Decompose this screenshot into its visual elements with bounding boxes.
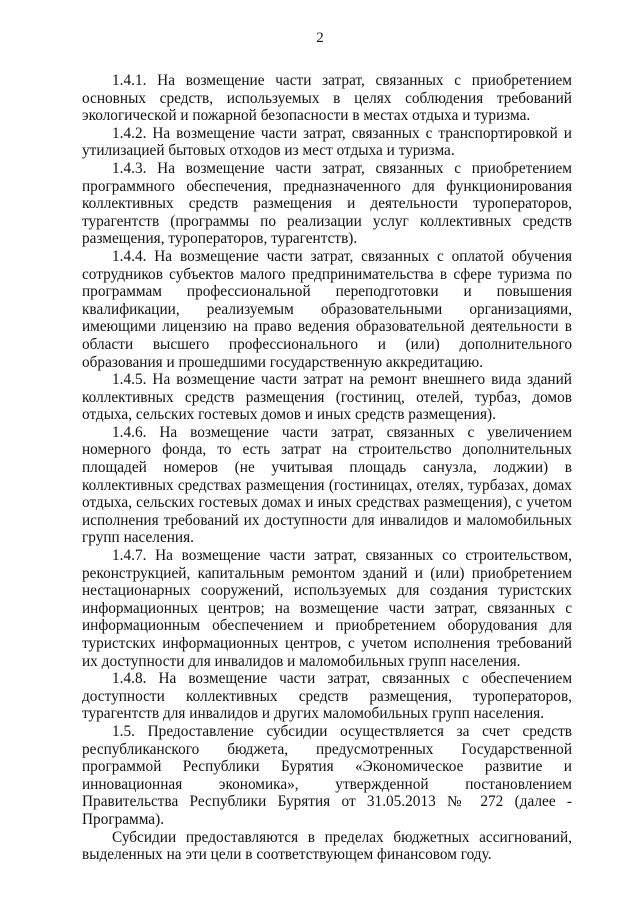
paragraph-1-4-7: 1.4.7. На возмещение части затрат, связанных со строительством, реконструкцией, капитальным ремонтом зданий и (или) приобретением нестационарных сооружений, используемых для создания туристских информационных центров; на возмещение части затрат, связанных с информационным обеспечением и приобретением оборудования для туристских информационных центров, с учетом исполнения требований их доступности для инвалидов и маломобильных групп населения.: [82, 547, 572, 670]
paragraph-1-4-3: 1.4.3. На возмещение части затрат, связанных с приобретением программного обеспечения, предназначенного для функционирования коллективных средств размещения и деятельности туроператоров, турагентств (программы по реализации услуг коллективных средств размещения, туроператоров, турагентств).: [82, 159, 572, 248]
paragraph-1-4-5: 1.4.5. На возмещение части затрат на ремонт внешнего вида зданий коллективных средств размещения (гостиниц, отелей, турбаз, домов отдыха, сельских гостевых домов и иных средств размещения).: [82, 371, 572, 424]
paragraph-1-4-4: 1.4.4. На возмещение части затрат, связанных с оплатой обучения сотрудников субъектов малого предпринимательства в сфере туризма по программам профессиональной переподготовки и повышения квалификации, реализуемым образовательными организациями, имеющими лицензию на право ведения образовательной деятельности в области высшего профессионального и (или) дополнительного образования и прошедшими государственную аккредитацию.: [82, 247, 572, 371]
document-body: [82, 72, 572, 864]
page-number: 2: [316, 30, 324, 46]
paragraph-1-5: 1.5. Предоставление субсидии осуществляется за счет средств республиканского бюджета, предусмотренных Государственной программой Республики Бурятия «Экономическое развитие и инновационная экономика», утвержденной постановлением Правительства Республики Бурятия от 31.05.2013 № 272 (далее - Программа).: [82, 722, 572, 828]
paragraph-1-4-6: 1.4.6. На возмещение части затрат, связанных с увеличением номерного фонда, то есть затрат на строительство дополнительных площадей номеров (не учитывая площадь санузла, лоджии) в коллективных средствах размещения (гостиницах, отелях, турбазах, домах отдыха, сельских гостевых домах и иных средствах размещения), с учетом исполнения требований их доступности для инвалидов и маломобильных групп населения.: [82, 423, 572, 547]
paragraph-1-4-8: 1.4.8. На возмещение части затрат, связанных с обеспечением доступности коллективных средств размещения, туроператоров, турагентств для инвалидов и других маломобильных групп населения.: [82, 670, 572, 723]
paragraph-1-4-1: 1.4.1. На возмещение части затрат, связанных с приобретением основных средств, используемых в целях соблюдения требований экологической и пожарной безопасности в местах отдыха и туризма.: [82, 72, 572, 125]
paragraph-1-4-2: 1.4.2. На возмещение части затрат, связанных с транспортировкой и утилизацией бытовых отходов из мест отдыха и туризма.: [82, 124, 572, 160]
paragraph-subsidies-limit: Субсидии предоставляются в пределах бюджетных ассигнований, выделенных на эти цели в соответствующем финансовом году.: [82, 828, 572, 864]
